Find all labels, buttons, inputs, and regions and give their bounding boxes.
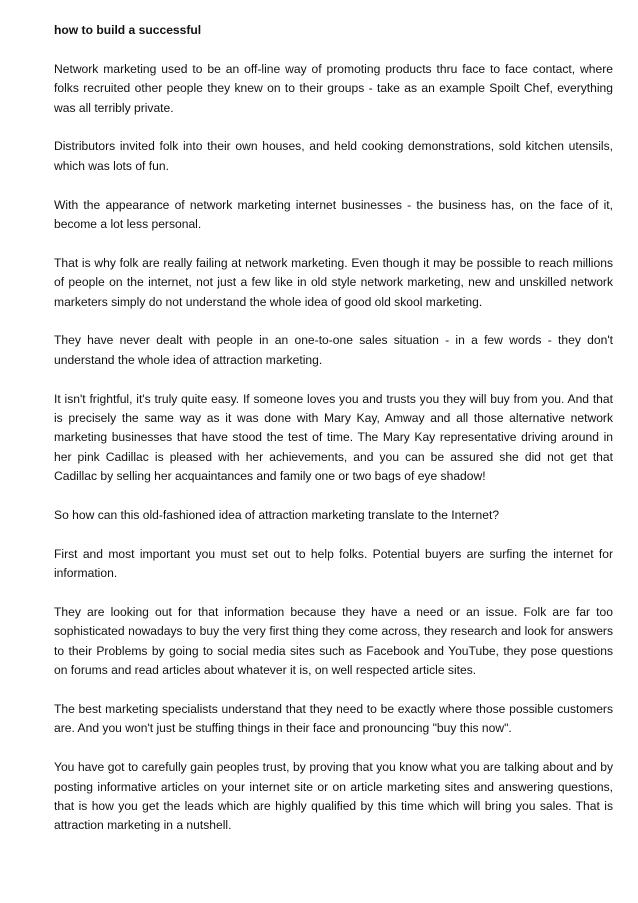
paragraph: The best marketing specialists understand that they need to be exactly where those possible customers are. And you won't just be stuffing things in their face and pronouncing "buy this now". (54, 702, 613, 736)
paragraph: They have never dealt with people in an one-to-one sales situation - in a few words - they don't understand the whole idea of attraction marketing. (54, 333, 613, 367)
paragraph: It isn't frightful, it's truly quite easy. If someone loves you and trusts you they will buy from you. And that is precisely the same way as it was done with Mary Kay, Amway and all those alternative network marketing businesses that have stood the test of time. The Mary Kay representative driving around in her pink Cadillac is pleased with her achievements, and you can be assured she did not get that Cadillac by selling her acquaintances and family one or two bags of eye shadow! (54, 391, 613, 484)
document-title: how to build a successful (54, 23, 202, 37)
paragraph: With the appearance of network marketing internet businesses - the business has, on the face of it, become a lot less personal. (54, 197, 613, 232)
paragraph: Distributors invited folk into their own houses, and held cooking demonstrations, sold kitchen utensils, which was lots of fun. (54, 139, 613, 173)
paragraph: You have got to carefully gain peoples trust, by proving that you know what you are talking about and by posting informative articles on your internet site or on article marketing sites and answering questions, that is how you get the leads which are highly qualified by this time which will bring you sales. That is attraction marketing in a nutshell. (54, 760, 613, 833)
paragraph: First and most important you must set out to help folks. Potential buyers are surfing the internet for information. (54, 546, 613, 581)
paragraph: They are looking out for that information because they have a need or an issue. Folk are far too sophisticated nowadays to buy the very first thing they come across, they research and look for answers to their Problems by going to social media sites such as Facebook and YouTube, they pose questions on forums and read articles about whatever it is, on well respected article sites. (54, 605, 613, 678)
paragraph: So how can this old-fashioned idea of attraction marketing translate to the Internet? (54, 508, 500, 523)
paragraph: Network marketing used to be an off-line way of promoting products thru face to face contact, where folks recruited other people they knew on to their groups - take as an example Spoilt Chef, everything was all terribly private. (54, 61, 613, 115)
document-page (54, 21, 613, 855)
paragraph: That is why folk are really failing at network marketing. Even though it may be possible to reach millions of people on the internet, not just a few like in old style network marketing, new and unskilled network marketers simply do not understand the whole idea of good old skool marketing. (54, 255, 613, 309)
